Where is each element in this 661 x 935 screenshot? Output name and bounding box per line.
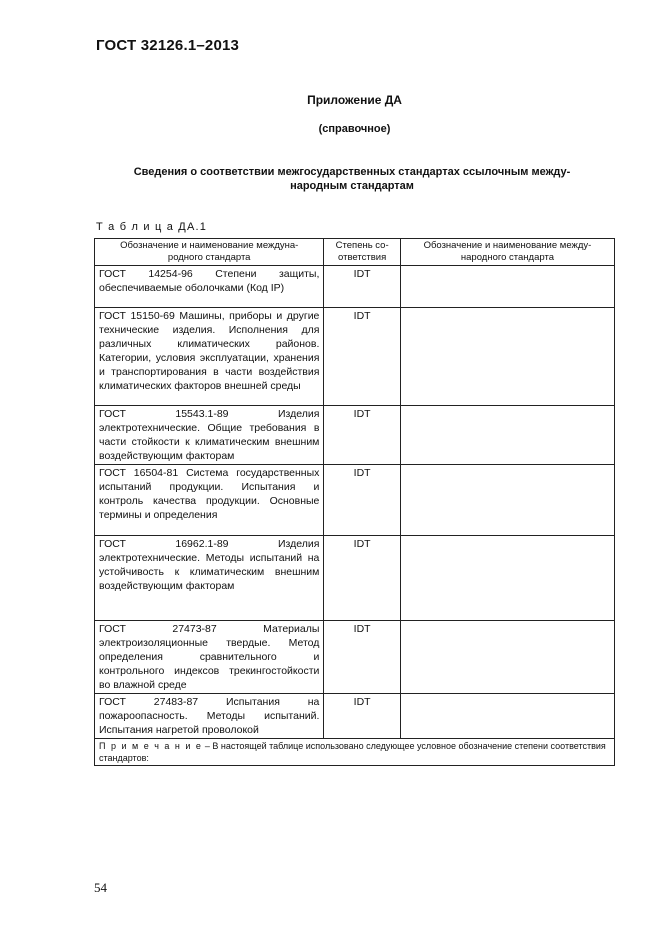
table-row xyxy=(95,308,615,406)
appendix-type: (справочное) xyxy=(318,123,391,135)
header-col1-line2: родного стандарта xyxy=(167,252,251,263)
document-designation: ГОСТ 32126.1–2013 xyxy=(96,37,240,54)
table-note-row xyxy=(95,739,615,766)
table-row xyxy=(95,465,615,536)
page-number: 54 xyxy=(94,880,107,895)
table-row xyxy=(95,266,615,308)
header-col3-line2: народного стандарта xyxy=(460,252,554,263)
appendix-heading-line2: народным стандартам xyxy=(290,180,414,192)
table-label: Т а б л и ц а ДА.1 xyxy=(96,221,208,233)
header-interstate-standard xyxy=(95,239,324,266)
table-row xyxy=(95,694,615,739)
degree-value: IDT xyxy=(324,406,400,465)
degree-value: IDT xyxy=(324,465,400,536)
standard-name: ГОСТ 16962.1-89 Изделия электротехнические. Методы испытаний на устойчивость к климатическим внешним воздействующим факторам xyxy=(95,536,324,621)
table-row xyxy=(95,621,615,694)
appendix-title: Приложение ДА xyxy=(307,93,402,107)
note-label: П р и м е ч а н и е xyxy=(99,741,203,751)
international-standard xyxy=(400,536,614,621)
degree-value: IDT xyxy=(324,266,400,308)
degree-value: IDT xyxy=(324,694,400,739)
standard-name: ГОСТ 27473-87 Материалы электроизоляционные твердые. Метод определения сравнительного и контрольного индексов трекингостойкости во влажной среде xyxy=(95,621,324,694)
standard-name: ГОСТ 14254-96 Степени защиты, обеспечиваемые оболочками (Код IP) xyxy=(95,266,324,308)
international-standard xyxy=(400,621,614,694)
international-standard xyxy=(400,406,614,465)
correspondence-table xyxy=(94,238,615,766)
degree-value: IDT xyxy=(324,536,400,621)
header-col2-line1: Степень со- xyxy=(335,240,389,251)
table-note xyxy=(95,739,615,766)
table-row xyxy=(95,406,615,465)
standard-name: ГОСТ 15543.1-89 Изделия электротехнические. Общие требования в части стойкости к климатическим внешним воздействующим факторам xyxy=(95,406,324,465)
degree-value: IDT xyxy=(324,621,400,694)
appendix-heading-line1: Сведения о соответствии межгосударственных стандартах ссылочным между- xyxy=(133,166,571,178)
header-col1-line1: Обозначение и наименование междуна- xyxy=(120,240,299,251)
international-standard xyxy=(400,465,614,536)
international-standard xyxy=(400,694,614,739)
international-standard xyxy=(400,266,614,308)
degree-value: IDT xyxy=(324,308,400,406)
table-row xyxy=(95,536,615,621)
standard-name: ГОСТ 27483-87 Испытания на пожароопасность. Методы испытаний. Испытания нагретой проволокой xyxy=(95,694,324,739)
header-international-standard xyxy=(400,239,614,266)
standard-name: ГОСТ 16504-81 Система государственных испытаний продукции. Испытания и контроль качества продукции. Основные термины и определения xyxy=(95,465,324,536)
header-col2-line2: ответствия xyxy=(338,252,387,263)
header-degree xyxy=(324,239,400,266)
header-col3-line1: Обозначение и наименование между- xyxy=(423,240,592,251)
international-standard xyxy=(400,308,614,406)
appendix-heading xyxy=(100,165,604,193)
standard-name: ГОСТ 15150-69 Машины, приборы и другие технические изделия. Исполнения для различных климатических районов. Категории, условия эксплуатации, хранения и транспортирования в части воздействия климатических факторов внешней среды xyxy=(95,308,324,406)
note-text: – В настоящей таблице использовано следующее условное обозначение степени соответствия стандартов: xyxy=(99,741,606,763)
table-header-row xyxy=(95,239,615,266)
